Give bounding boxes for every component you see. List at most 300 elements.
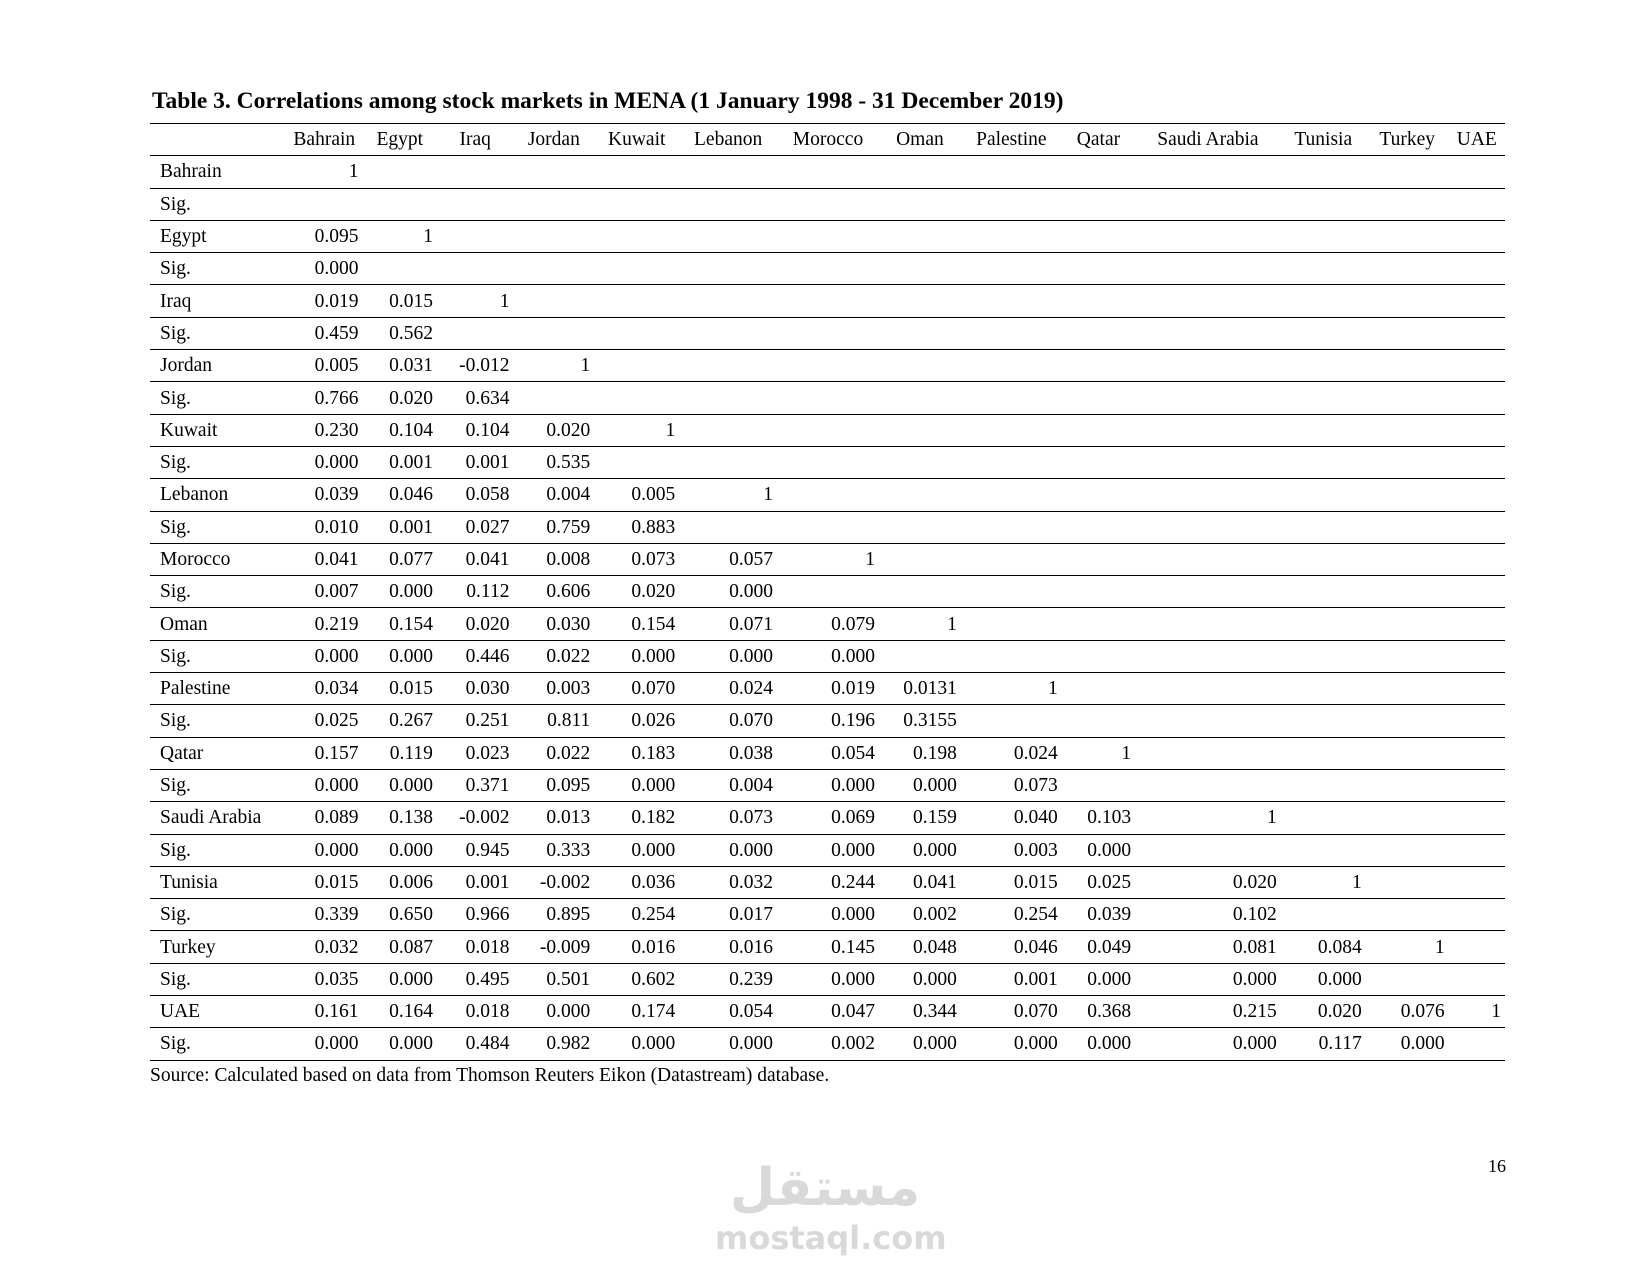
correlation-row [150, 673, 1505, 705]
table-cell [1135, 705, 1281, 737]
table-cell [1449, 899, 1505, 931]
correlation-row [150, 802, 1505, 834]
table-cell: 0.112 [437, 576, 514, 608]
table-cell [1062, 188, 1135, 220]
table-cell [363, 188, 437, 220]
table-cell: 1 [879, 608, 961, 640]
table-cell: 0.015 [286, 866, 363, 898]
table-cell: 0.000 [679, 640, 777, 672]
table-cell [513, 382, 594, 414]
table-cell: 0.032 [286, 931, 363, 963]
table-cell: 0.000 [513, 996, 594, 1028]
table-cell: 0.000 [1281, 963, 1366, 995]
table-cell [1062, 705, 1135, 737]
table-cell: 0.026 [594, 705, 679, 737]
table-cell: 0.018 [437, 931, 514, 963]
sig-row [150, 188, 1505, 220]
table-cell [1281, 769, 1366, 801]
table-cell [1366, 382, 1449, 414]
table-cell [1366, 963, 1449, 995]
table-cell [961, 414, 1062, 446]
table-cell [594, 220, 679, 252]
table-cell: 0.117 [1281, 1028, 1366, 1060]
table-cell [679, 253, 777, 285]
table-cell: 0.054 [679, 996, 777, 1028]
table-cell: 0.254 [594, 899, 679, 931]
correlation-row [150, 285, 1505, 317]
table-cell [961, 446, 1062, 478]
table-cell [1135, 576, 1281, 608]
table-cell: 0.000 [286, 446, 363, 478]
table-cell: 1 [1449, 996, 1505, 1028]
table-cell [679, 414, 777, 446]
table-cell [1062, 576, 1135, 608]
table-cell: 0.020 [1281, 996, 1366, 1028]
table-cell: 0.024 [679, 673, 777, 705]
table-cell: 0.003 [961, 834, 1062, 866]
table-cell [961, 640, 1062, 672]
table-cell: 0.087 [363, 931, 437, 963]
table-cell [1449, 834, 1505, 866]
table-cell [1366, 350, 1449, 382]
table-cell: 0.446 [437, 640, 514, 672]
correlation-row [150, 350, 1505, 382]
table-cell [1135, 188, 1281, 220]
table-cell [1449, 511, 1505, 543]
table-cell: 0.070 [961, 996, 1062, 1028]
sig-row [150, 317, 1505, 349]
table-cell [437, 253, 514, 285]
table-cell [1366, 511, 1449, 543]
table-cell: 0.001 [961, 963, 1062, 995]
table-cell: 0.000 [777, 963, 879, 995]
table-cell [1062, 350, 1135, 382]
table-cell: 0.015 [363, 673, 437, 705]
table-cell: 0.031 [363, 350, 437, 382]
column-header: Saudi Arabia [1135, 124, 1281, 156]
table-cell [513, 156, 594, 188]
table-cell [1449, 446, 1505, 478]
table-cell [777, 479, 879, 511]
table-cell: 0.000 [286, 640, 363, 672]
sig-row [150, 834, 1505, 866]
sig-row [150, 511, 1505, 543]
table-cell: 0.025 [286, 705, 363, 737]
table-cell: 0.015 [961, 866, 1062, 898]
table-cell: 0.104 [437, 414, 514, 446]
table-cell: 0.001 [437, 866, 514, 898]
table-cell: 0.267 [363, 705, 437, 737]
row-label: Morocco [150, 543, 286, 575]
table-cell [961, 608, 1062, 640]
table-cell [1449, 188, 1505, 220]
table-cell: 0.022 [513, 737, 594, 769]
table-cell [1135, 673, 1281, 705]
table-cell [879, 446, 961, 478]
table-cell [777, 156, 879, 188]
table-cell [961, 220, 1062, 252]
table-cell: 0.020 [363, 382, 437, 414]
column-header: Oman [879, 124, 961, 156]
table-cell: 0.811 [513, 705, 594, 737]
table-cell: 0.634 [437, 382, 514, 414]
table-cell [1062, 511, 1135, 543]
table-cell: 0.001 [363, 446, 437, 478]
table-cell [1449, 769, 1505, 801]
table-cell [961, 382, 1062, 414]
table-cell [1366, 285, 1449, 317]
table-cell [1135, 543, 1281, 575]
row-label: Bahrain [150, 156, 286, 188]
row-label: Kuwait [150, 414, 286, 446]
table-cell: 0.000 [363, 834, 437, 866]
table-cell [1135, 640, 1281, 672]
table-cell: 0.089 [286, 802, 363, 834]
correlation-row [150, 737, 1505, 769]
table-cell: 0.002 [879, 899, 961, 931]
column-header: Palestine [961, 124, 1062, 156]
table-cell [513, 220, 594, 252]
table-cell: 0.000 [594, 834, 679, 866]
table-cell: 0.000 [1062, 1028, 1135, 1060]
table-cell: 0.182 [594, 802, 679, 834]
table-cell: 0.000 [679, 576, 777, 608]
table-cell: 0.000 [286, 769, 363, 801]
row-label: Sig. [150, 317, 286, 349]
table-cell: 0.046 [961, 931, 1062, 963]
table-cell [1366, 188, 1449, 220]
column-header: UAE [1449, 124, 1505, 156]
table-cell: 0.0131 [879, 673, 961, 705]
table-cell [1449, 931, 1505, 963]
row-label: Iraq [150, 285, 286, 317]
table-cell: 1 [1062, 737, 1135, 769]
table-cell: 0.058 [437, 479, 514, 511]
table-cell: 0.049 [1062, 931, 1135, 963]
table-cell: 0.095 [286, 220, 363, 252]
table-cell: 0.883 [594, 511, 679, 543]
table-cell [1449, 350, 1505, 382]
table-cell: 0.000 [1062, 963, 1135, 995]
table-cell: 0.036 [594, 866, 679, 898]
correlation-row [150, 156, 1505, 188]
column-header: Bahrain [286, 124, 363, 156]
column-header: Tunisia [1281, 124, 1366, 156]
table-cell: 0.022 [513, 640, 594, 672]
header-row [150, 124, 1505, 156]
table-cell: 0.039 [1062, 899, 1135, 931]
table-cell [1449, 543, 1505, 575]
table-cell: 0.071 [679, 608, 777, 640]
table-cell: 1 [961, 673, 1062, 705]
table-cell [1281, 446, 1366, 478]
table-cell [1366, 220, 1449, 252]
table-cell: 0.054 [777, 737, 879, 769]
table-cell [1366, 446, 1449, 478]
row-label: Sig. [150, 576, 286, 608]
table-cell: 0.895 [513, 899, 594, 931]
table-cell: 1 [363, 220, 437, 252]
column-header: Qatar [1062, 124, 1135, 156]
row-label: Sig. [150, 446, 286, 478]
sig-row [150, 899, 1505, 931]
table-cell: 0.000 [594, 1028, 679, 1060]
table-cell [679, 156, 777, 188]
table-cell: 0.102 [1135, 899, 1281, 931]
sig-row [150, 769, 1505, 801]
table-cell [879, 253, 961, 285]
correlation-row [150, 931, 1505, 963]
table-cell: 0.183 [594, 737, 679, 769]
table-cell [1366, 769, 1449, 801]
table-cell [1281, 705, 1366, 737]
table-cell: 0.368 [1062, 996, 1135, 1028]
row-label: Sig. [150, 1028, 286, 1060]
table-cell: 0.000 [879, 769, 961, 801]
table-cell: 0.008 [513, 543, 594, 575]
sig-row [150, 253, 1505, 285]
table-cell [1135, 737, 1281, 769]
table-cell: 0.766 [286, 382, 363, 414]
table-cell: 0.038 [679, 737, 777, 769]
table-cell: 0.001 [437, 446, 514, 478]
table-cell [1366, 608, 1449, 640]
mostaql-watermark [715, 1158, 947, 1258]
table-cell: 1 [286, 156, 363, 188]
table-cell: 0.164 [363, 996, 437, 1028]
table-cell [1449, 285, 1505, 317]
table-cell: 0.070 [594, 673, 679, 705]
table-cell: 0.073 [594, 543, 679, 575]
table-cell: 0.000 [286, 1028, 363, 1060]
table-cell [1449, 156, 1505, 188]
table-cell: 0.495 [437, 963, 514, 995]
table-cell [1135, 220, 1281, 252]
row-label: Saudi Arabia [150, 802, 286, 834]
table-cell [1135, 511, 1281, 543]
table-cell: 0.079 [777, 608, 879, 640]
correlation-row [150, 866, 1505, 898]
table-cell [1062, 673, 1135, 705]
table-cell [1135, 834, 1281, 866]
table-cell [363, 253, 437, 285]
table-cell: 0.095 [513, 769, 594, 801]
table-cell: 0.000 [1366, 1028, 1449, 1060]
table-cell [594, 285, 679, 317]
column-header: Turkey [1366, 124, 1449, 156]
table-cell: 1 [777, 543, 879, 575]
table-cell: 0.198 [879, 737, 961, 769]
table-cell [1062, 640, 1135, 672]
table-cell [1366, 673, 1449, 705]
table-cell [1366, 737, 1449, 769]
table-cell: 0.000 [1062, 834, 1135, 866]
table-cell [513, 317, 594, 349]
table-cell: 0.244 [777, 866, 879, 898]
table-cell: 0.339 [286, 899, 363, 931]
table-cell [1281, 802, 1366, 834]
table-cell: 0.000 [777, 899, 879, 931]
table-cell: 0.000 [679, 834, 777, 866]
table-cell [1135, 156, 1281, 188]
sig-row [150, 382, 1505, 414]
table-cell [1281, 737, 1366, 769]
table-cell: 0.073 [679, 802, 777, 834]
table-cell: 0.000 [286, 834, 363, 866]
table-cell [1135, 285, 1281, 317]
table-cell [961, 188, 1062, 220]
table-cell: 0.650 [363, 899, 437, 931]
sig-row [150, 446, 1505, 478]
table-cell [879, 543, 961, 575]
table-cell [679, 350, 777, 382]
table-cell: 0.035 [286, 963, 363, 995]
table-cell [1062, 446, 1135, 478]
table-cell [777, 382, 879, 414]
table-cell [961, 543, 1062, 575]
table-cell [1062, 479, 1135, 511]
row-label: Sig. [150, 834, 286, 866]
table-cell [437, 188, 514, 220]
table-cell [1062, 382, 1135, 414]
table-cell [1449, 866, 1505, 898]
table-cell: 0.562 [363, 317, 437, 349]
table-cell [594, 382, 679, 414]
table-cell [777, 188, 879, 220]
table-cell [1366, 414, 1449, 446]
table-cell: 0.000 [777, 834, 879, 866]
table-cell [594, 156, 679, 188]
row-label: Sig. [150, 640, 286, 672]
table-cell [1062, 156, 1135, 188]
table-cell [1449, 1028, 1505, 1060]
table-cell [1281, 608, 1366, 640]
table-cell [594, 350, 679, 382]
correlation-row [150, 220, 1505, 252]
table-cell [1281, 220, 1366, 252]
sig-row [150, 963, 1505, 995]
table-cell: 0.020 [437, 608, 514, 640]
table-cell [1449, 608, 1505, 640]
table-cell [1062, 253, 1135, 285]
table-cell [437, 317, 514, 349]
table-cell: 0.196 [777, 705, 879, 737]
table-cell [1281, 479, 1366, 511]
table-cell: 0.069 [777, 802, 879, 834]
table-cell [363, 156, 437, 188]
table-cell: 0.057 [679, 543, 777, 575]
table-cell: 0.219 [286, 608, 363, 640]
table-cell [961, 479, 1062, 511]
row-label: Sig. [150, 188, 286, 220]
table-cell [1135, 446, 1281, 478]
row-label: Sig. [150, 769, 286, 801]
table-cell [1062, 608, 1135, 640]
table-cell [1135, 253, 1281, 285]
table-cell [1366, 156, 1449, 188]
table-cell [777, 446, 879, 478]
table-cell: 0.004 [679, 769, 777, 801]
table-cell [513, 285, 594, 317]
table-cell: 0.039 [286, 479, 363, 511]
table-cell [1135, 479, 1281, 511]
table-cell [1366, 705, 1449, 737]
table-cell: 0.966 [437, 899, 514, 931]
page-number: 16 [1488, 1156, 1506, 1176]
sig-row [150, 640, 1505, 672]
table-cell: 0.239 [679, 963, 777, 995]
row-label: Palestine [150, 673, 286, 705]
table-cell [1366, 576, 1449, 608]
table-cell [879, 414, 961, 446]
table-cell [777, 253, 879, 285]
table-cell: 0.010 [286, 511, 363, 543]
table-cell: 0.006 [363, 866, 437, 898]
table-cell: 0.215 [1135, 996, 1281, 1028]
table-cell [513, 253, 594, 285]
table-cell [961, 317, 1062, 349]
table-cell [1281, 899, 1366, 931]
table-cell: -0.009 [513, 931, 594, 963]
table-cell [1281, 834, 1366, 866]
header-corner [150, 124, 286, 156]
table-cell [679, 317, 777, 349]
table-cell: 0.000 [594, 769, 679, 801]
table-cell [1366, 899, 1449, 931]
table-cell [594, 253, 679, 285]
table-cell [1062, 414, 1135, 446]
column-header: Kuwait [594, 124, 679, 156]
table-cell [1449, 253, 1505, 285]
source-note: Source: Calculated based on data from Thomson Reuters Eikon (Datastream) database. [150, 1065, 830, 1086]
table-cell: 0.000 [594, 640, 679, 672]
table-cell: 0.077 [363, 543, 437, 575]
table-cell [679, 446, 777, 478]
table-cell [777, 414, 879, 446]
table-cell [1449, 640, 1505, 672]
table-cell [961, 511, 1062, 543]
table-cell: 0.000 [363, 1028, 437, 1060]
table-cell [1366, 543, 1449, 575]
table-cell: 0.000 [1135, 963, 1281, 995]
table-cell [1281, 156, 1366, 188]
table-cell [1366, 253, 1449, 285]
table-cell: 1 [1366, 931, 1449, 963]
table-cell: 0.484 [437, 1028, 514, 1060]
table-cell [1449, 220, 1505, 252]
row-label: Lebanon [150, 479, 286, 511]
table-cell: 0.344 [879, 996, 961, 1028]
table-cell [286, 188, 363, 220]
row-label: Sig. [150, 253, 286, 285]
table-cell: 0.030 [513, 608, 594, 640]
table-cell: 0.018 [437, 996, 514, 1028]
table-cell: 0.007 [286, 576, 363, 608]
row-label: Sig. [150, 899, 286, 931]
table-cell [1449, 414, 1505, 446]
table-cell [777, 220, 879, 252]
table-cell: 0.027 [437, 511, 514, 543]
table-cell: 0.001 [363, 511, 437, 543]
correlation-row [150, 414, 1505, 446]
sig-row [150, 1028, 1505, 1060]
table-cell [1449, 576, 1505, 608]
table-cell: 0.104 [363, 414, 437, 446]
correlation-table [150, 123, 1505, 1061]
table-cell: 0.535 [513, 446, 594, 478]
table-cell: 0.138 [363, 802, 437, 834]
table-cell: 0.002 [777, 1028, 879, 1060]
